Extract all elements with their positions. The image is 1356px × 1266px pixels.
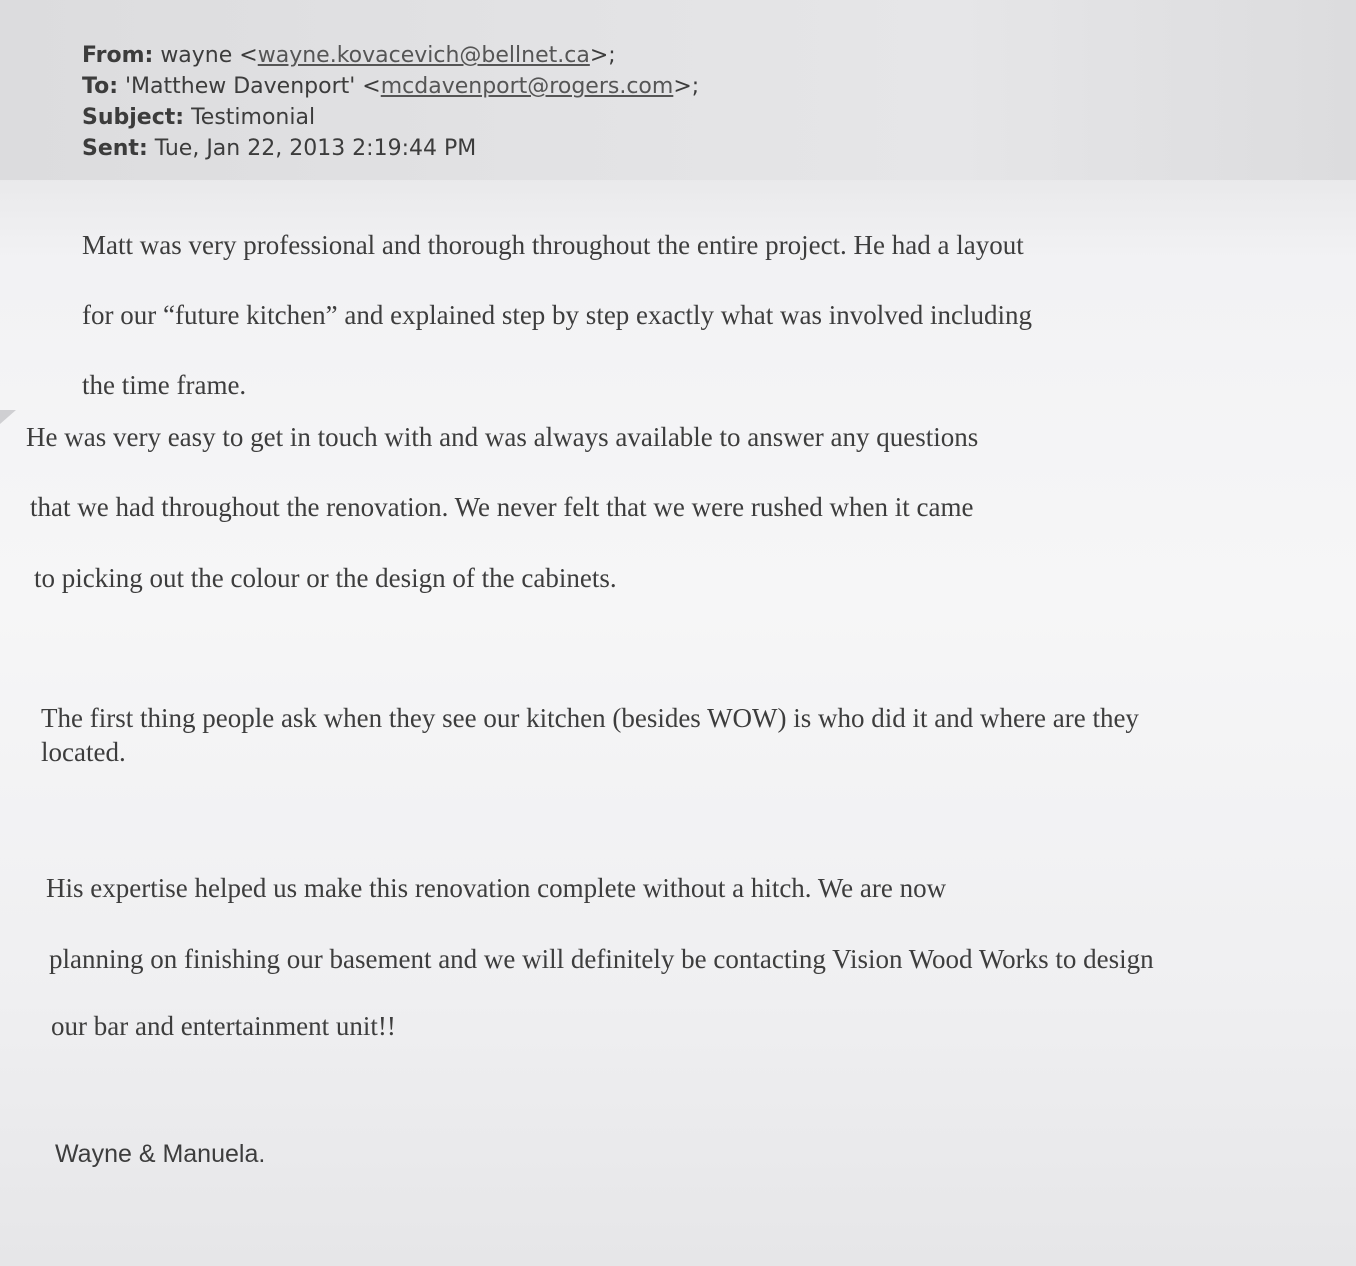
- to-name: 'Matthew Davenport': [125, 74, 356, 99]
- paragraph-3-line-1: The first thing people ask when they see our kitchen (besides WOW) is who did it and where are they: [41, 703, 1139, 733]
- from-label: From:: [82, 43, 154, 68]
- paragraph-3-line-2: located.: [41, 737, 126, 767]
- from-email-link[interactable]: wayne.kovacevich@bellnet.ca: [257, 43, 590, 68]
- sent-label: Sent:: [82, 136, 148, 161]
- page-fold-mark: [0, 410, 16, 424]
- sent-value: Tue, Jan 22, 2013 2:19:44 PM: [154, 136, 477, 161]
- to-email-link[interactable]: mcdavenport@rogers.com: [380, 74, 674, 99]
- subject-label: Subject:: [82, 105, 185, 130]
- signature: Wayne & Manuela.: [55, 1140, 266, 1168]
- from-row: From: wayne <wayne.kovacevich@bellnet.ca>;: [82, 43, 616, 68]
- email-header: [82, 40, 699, 164]
- paragraph-1-line-2: for our “future kitchen” and explained step by step exactly what was involved including: [82, 300, 1032, 330]
- subject-row: [82, 102, 699, 133]
- paragraph-4-line-3: our bar and entertainment unit!!: [51, 1011, 396, 1041]
- paragraph-1-line-3: the time frame.: [82, 370, 247, 400]
- from-name: wayne: [160, 43, 233, 68]
- paragraph-2-line-1: He was very easy to get in touch with and was always available to answer any questions: [26, 422, 979, 452]
- paragraph-4-line-1: His expertise helped us make this renovation complete without a hitch. We are now: [46, 873, 947, 903]
- to-label: To:: [82, 74, 118, 99]
- paragraph-2-line-2: that we had throughout the renovation. We never felt that we were rushed when it came: [30, 492, 974, 522]
- paragraph-4-line-2: planning on finishing our basement and we will definitely be contacting Vision Wood Works to design: [49, 944, 1154, 974]
- subject-value: Testimonial: [191, 105, 316, 130]
- paragraph-1-line-1: Matt was very professional and thorough throughout the entire project. He had a layout: [82, 230, 1024, 260]
- sent-row: [82, 133, 699, 164]
- paragraph-2-line-3: to picking out the colour or the design of the cabinets.: [34, 563, 617, 593]
- to-row: To: 'Matthew Davenport' <mcdavenport@rogers.com>;: [82, 74, 700, 99]
